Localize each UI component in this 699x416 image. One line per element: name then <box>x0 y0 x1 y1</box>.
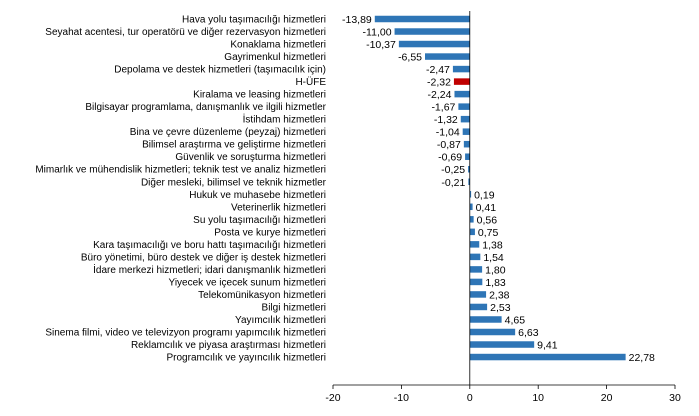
bar <box>458 103 469 110</box>
value-label: -11,00 <box>362 26 392 39</box>
x-tick-label: 10 <box>532 392 545 404</box>
category-label: Bilgisayar programlama, danışmanlık ve ilgili hizmetler <box>85 102 326 114</box>
value-label: -0,87 <box>436 139 461 152</box>
category-label: Seyahat acentesi, tur operatörü ve diğer rezervasyon hizmetleri <box>45 27 326 39</box>
bar <box>470 291 486 298</box>
bar <box>470 229 475 236</box>
bar <box>470 354 626 361</box>
category-label: H-ÜFE <box>295 77 326 89</box>
bar <box>454 78 470 85</box>
value-label: -2,32 <box>426 76 451 89</box>
category-label: Hava yolu taşımacılığı hizmetleri <box>182 14 326 26</box>
category-label: Sinema filmi, video ve televizyon programı yapımcılık hizmetleri <box>45 327 326 339</box>
value-label: 2,38 <box>489 289 510 302</box>
category-labels-group <box>35 15 326 364</box>
value-label: 0,75 <box>477 226 499 239</box>
value-label: 9,41 <box>537 339 558 352</box>
value-label: -10,37 <box>366 39 396 52</box>
x-tick-label: -10 <box>393 392 409 404</box>
category-label: Su yolu taşımacılığı hizmetleri <box>193 214 326 226</box>
bar <box>463 128 470 135</box>
category-label: Konaklama hizmetleri <box>230 39 326 51</box>
value-label: 6,63 <box>518 327 539 339</box>
value-label: -13,89 <box>342 14 372 26</box>
category-label: Kiralama ve leasing hizmetleri <box>193 89 326 101</box>
category-label: Veterinerlik hizmetleri <box>230 202 326 214</box>
category-label: Yayımcılık hizmetleri <box>235 314 326 326</box>
category-label: Bina ve çevre düzenleme (peyzaj) hizmetleri <box>129 127 326 139</box>
value-label: 1,54 <box>483 251 504 264</box>
value-label: 1,83 <box>485 276 506 289</box>
category-label: İstihdam hizmetleri <box>242 114 326 126</box>
value-label: 2,53 <box>490 301 511 314</box>
value-label: 1,38 <box>482 239 503 252</box>
bar <box>470 216 474 223</box>
category-label: Kara taşımacılığı ve boru hattı taşımacılığı hizmetleri <box>93 239 326 251</box>
bar <box>470 304 487 311</box>
x-tick-label: 30 <box>669 392 681 404</box>
x-tick-label: 0 <box>466 392 473 404</box>
bar <box>470 254 481 261</box>
bar <box>425 53 470 60</box>
value-label: -2,24 <box>427 89 452 102</box>
category-label: Depolama ve destek hizmetleri (taşımacılık için) <box>114 64 326 76</box>
value-label: -2,47 <box>425 64 450 77</box>
value-label: -0,69 <box>438 151 463 164</box>
bar <box>464 141 470 148</box>
category-label: Hukuk ve muhasebe hizmetleri <box>189 189 326 201</box>
bar <box>395 28 470 35</box>
category-label: Güvenlik ve soruşturma hizmetleri <box>175 152 326 164</box>
value-label: -0,21 <box>441 176 466 189</box>
category-label: Bilgi hizmetleri <box>261 302 326 314</box>
bar <box>465 153 470 160</box>
value-label: -1,67 <box>431 101 456 114</box>
category-label: Bilimsel araştırma ve geliştirme hizmetleri <box>142 139 326 151</box>
value-label: 0,41 <box>475 201 497 214</box>
bar <box>399 41 470 48</box>
category-label: Posta ve kurye hizmetleri <box>214 227 326 239</box>
bar <box>470 279 483 286</box>
value-label: -1,32 <box>433 114 458 127</box>
category-label: Programcılık ve yayıncılık hizmetleri <box>166 352 326 364</box>
bar <box>461 116 470 123</box>
value-label: 0,56 <box>476 214 498 227</box>
value-label: 22,78 <box>628 352 655 365</box>
category-label: Büro yönetimi, büro destek ve diğer iş destek hizmetleri <box>80 252 326 264</box>
category-label: Mimarlık ve mühendislik hizmetleri; teknik test ve analiz hizmetleri <box>35 164 326 176</box>
value-label: 4,65 <box>504 314 526 327</box>
category-label: Gayrimenkul hizmetleri <box>224 52 326 64</box>
x-tick-label: 20 <box>600 392 613 404</box>
bar <box>470 316 502 323</box>
value-label: -1,04 <box>435 126 460 139</box>
value-labels-group <box>342 14 655 364</box>
bar <box>375 16 470 23</box>
bar <box>470 204 473 211</box>
value-label: 0,19 <box>474 189 495 202</box>
bar <box>470 341 534 348</box>
bar <box>470 329 515 336</box>
value-label: -0,25 <box>441 164 466 177</box>
category-label: Diğer mesleki, bilimsel ve teknik hizmetler <box>140 177 326 189</box>
category-label: Yiyecek ve içecek sunum hizmetleri <box>168 277 326 289</box>
value-label: 1,80 <box>485 264 506 277</box>
x-tick-label: -20 <box>325 392 341 404</box>
bar <box>470 266 482 273</box>
category-label: İdare merkezi hizmetleri; idari danışmanlık hizmetleri <box>93 264 326 276</box>
category-label: Reklamcılık ve piyasa araştırması hizmetleri <box>130 340 326 352</box>
bar <box>454 91 469 98</box>
value-label: -6,55 <box>398 51 422 64</box>
bar <box>453 66 470 73</box>
bar <box>470 241 479 248</box>
category-label: Telekomünikasyon hizmetleri <box>198 289 326 301</box>
